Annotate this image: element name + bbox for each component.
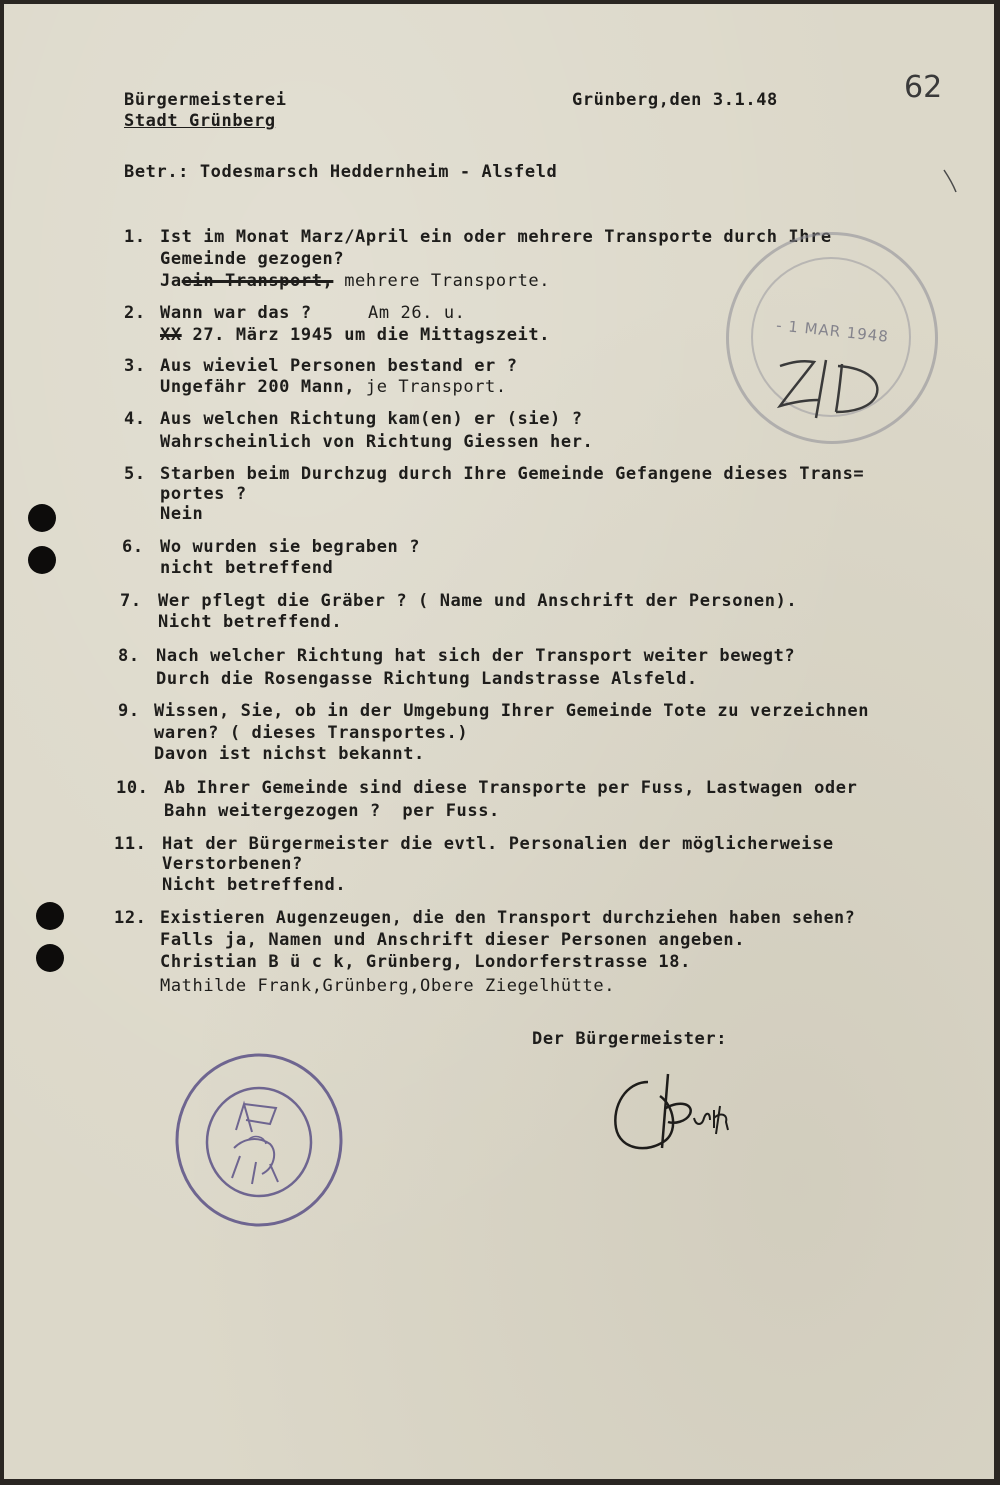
question-text: Existieren Augenzeugen, die den Transport durchziehen haben sehen? [160, 908, 856, 927]
answer-text: Nicht betreffend. [162, 875, 347, 895]
question-text: Starben beim Durchzug durch Ihre Gemeinde Gefangene dieses Trans= [160, 464, 865, 484]
question-number: 2. [124, 303, 146, 323]
page-number: 62 [904, 70, 943, 105]
answer-text: Am 26. u. [368, 303, 466, 323]
question-text: Ist im Monat Marz/April ein oder mehrere Transporte durch Ihre [160, 227, 832, 247]
question-text: Nach welcher Richtung hat sich der Transport weiter bewegt? [156, 646, 796, 666]
question-text: Aus wieviel Personen bestand er ? [160, 356, 518, 376]
question-number: 4. [124, 409, 146, 429]
question-text: portes ? [160, 484, 247, 504]
subject-line: Betr.: Todesmarsch Heddernheim - Alsfeld [124, 162, 558, 182]
signoff: Der Bürgermeister: [532, 1029, 728, 1049]
answer-line [160, 377, 507, 397]
struck-text: ein Transport, [181, 271, 334, 291]
official-seal [174, 1052, 344, 1228]
answer-text: Wahrscheinlich von Richtung Giessen her. [160, 432, 594, 452]
question-text: Wer pflegt die Gräber ? ( Name und Anschrift der Personen). [158, 591, 798, 611]
pencil-mark [942, 168, 962, 194]
answer-text: per Fuss. [402, 801, 500, 821]
question-text: Hat der Bürgermeister die evtl. Personalien der möglicherweise [162, 834, 834, 854]
office-line-2: Stadt Grünberg [124, 111, 276, 131]
received-stamp-date: - 1 MAR 1948 [775, 316, 890, 346]
answer-text: 27. März 1945 um die Mittagszeit. [192, 325, 551, 345]
question-text: Ab Ihrer Gemeinde sind diese Transporte per Fuss, Lastwagen oder [164, 778, 858, 798]
answer-text: Mathilde Frank,Grünberg,Obere Ziegelhütte. [160, 976, 616, 996]
signature [610, 1070, 750, 1160]
question-number: 11. [114, 834, 147, 854]
question-text: Falls ja, Namen und Anschrift dieser Personen angeben. [160, 930, 746, 950]
question-number: 1. [124, 227, 146, 247]
question-number: 3. [124, 356, 146, 376]
question-number: 10. [116, 778, 149, 798]
question-number: 12. [114, 908, 147, 928]
question-text: waren? ( dieses Transportes.) [154, 723, 469, 743]
struck-text: XX [160, 325, 182, 345]
answer-line [160, 325, 550, 345]
question-text: Aus welchen Richtung kam(en) er (sie) ? [160, 409, 583, 429]
answer-line [164, 801, 500, 821]
answer-prefix: Ja [160, 271, 182, 291]
answer-tail: je Transport. [365, 377, 507, 397]
handwritten-initials [772, 356, 892, 426]
question-number: 8. [118, 646, 140, 666]
question-text: Bahn weitergezogen ? [164, 801, 381, 821]
office-line-1: Bürgermeisterei [124, 90, 287, 110]
question-text: Wann war das ? [160, 303, 312, 323]
punch-hole [28, 504, 56, 532]
question-number: 5. [124, 464, 146, 484]
answer-text: Ungefähr 200 Mann, [160, 377, 356, 397]
question-number: 9. [118, 701, 140, 721]
question-text: Verstorbenen? [162, 854, 303, 874]
punch-hole [28, 546, 56, 574]
question-text: Gemeinde gezogen? [160, 249, 345, 269]
question-number: 6. [122, 537, 144, 557]
document-page [4, 4, 994, 1479]
punch-hole [36, 944, 64, 972]
answer-text: mehrere Transporte. [344, 271, 551, 291]
answer-text: Davon ist nichst bekannt. [154, 744, 425, 764]
question-text: Wo wurden sie begraben ? [160, 537, 421, 557]
answer-text: Durch die Rosengasse Richtung Landstrasse Alsfeld. [156, 669, 698, 689]
punch-hole [36, 902, 64, 930]
answer-text: nicht betreffend [160, 558, 334, 578]
question-text: Wissen, Sie, ob in der Umgebung Ihrer Gemeinde Tote zu verzeichnen [154, 701, 870, 721]
answer-text: Christian B ü c k, Grünberg, Londorferstrasse 18. [160, 952, 691, 972]
answer-text: Nicht betreffend. [158, 612, 343, 632]
question-number: 7. [120, 591, 142, 611]
date-line: Grünberg,den 3.1.48 [572, 90, 778, 110]
answer-text: Nein [160, 504, 204, 524]
answer-line [160, 271, 550, 291]
